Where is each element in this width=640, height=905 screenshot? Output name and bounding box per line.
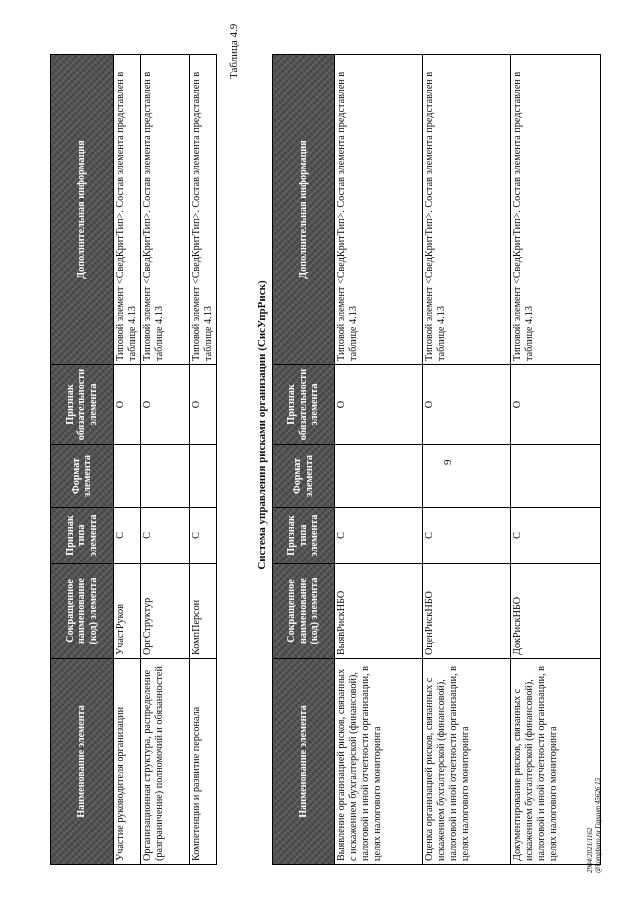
- cell-code: ОценРискНБО: [423, 564, 511, 659]
- elements-table-continued: [50, 54, 217, 865]
- cell-code: УчастРуков: [114, 564, 141, 659]
- cell-type: С: [141, 508, 190, 564]
- header-type: Признак типа элемента: [273, 508, 335, 564]
- header-format: Формат элемента: [51, 445, 114, 508]
- cell-format: [190, 445, 217, 508]
- cell-name: Организационная структура, распределение (разграничение) полномочий и обязанностей: [141, 659, 190, 865]
- cell-type: С: [335, 508, 423, 564]
- cell-name: Компетенции и развитие персонала: [190, 659, 217, 865]
- stamp-line-1: 2904/2021/1162: [586, 827, 594, 873]
- cell-name: Участие руководителя организации: [114, 659, 141, 865]
- cell-type: С: [190, 508, 217, 564]
- cell-required: О: [511, 365, 601, 445]
- table-row: [335, 55, 423, 865]
- table-header-row: [273, 55, 335, 865]
- cell-format: [511, 445, 601, 508]
- stamp-line-2: @kompburo.ru Гарант 45626 15: [594, 777, 603, 873]
- header-required: Признак обязательности элемента: [51, 365, 114, 445]
- header-info: Дополнительная информация: [273, 55, 335, 365]
- table-title: Система управления рисками организации (СисУпрРиск): [256, 280, 268, 570]
- table-row: [141, 55, 190, 865]
- cell-format: [141, 445, 190, 508]
- cell-required: О: [335, 365, 423, 445]
- cell-required: О: [423, 365, 511, 445]
- cell-info: Типовой элемент <СведКритТип>. Состав элемента представлен в таблице 4.13: [335, 55, 423, 365]
- header-format: Формат элемента: [273, 445, 335, 508]
- header-name: Наименование элемента: [273, 659, 335, 865]
- cell-format: [423, 445, 511, 508]
- cell-type: С: [511, 508, 601, 564]
- cell-required: О: [141, 365, 190, 445]
- header-info: Дополнительная информация: [51, 55, 114, 365]
- table-caption: Таблица 4.9: [228, 23, 240, 79]
- page-number: 9: [442, 459, 454, 465]
- cell-name: Оценка организацией рисков, связанных с искажением бухгалтерской (финансовой), налоговой и иной отчетности организации, в целях налогового мониторинга: [423, 659, 511, 865]
- cell-code: ОргСтруктур: [141, 564, 190, 659]
- document-stamp: [586, 778, 603, 873]
- cell-code: ДокРискНБО: [511, 564, 601, 659]
- header-type: Признак типа элемента: [51, 508, 114, 564]
- cell-name: Документирование рисков, связанных с искажением бухгалтерской (финансовой), налоговой и иной отчетности организации, в целях налогового мониторинга: [511, 659, 601, 865]
- table-row: [511, 55, 601, 865]
- cell-info: Типовой элемент <СведКритТип>. Состав элемента представлен в таблице 4.13: [511, 55, 601, 365]
- table-header-row: [51, 55, 114, 865]
- cell-name: Выявление организацией рисков, связанных с искажением бухгалтерской (финансовой), налоговой и иной отчетности организации, в целях налогового мониторинга: [335, 659, 423, 865]
- cell-info: Типовой элемент <СведКритТип>. Состав элемента представлен в таблице 4.13: [190, 55, 217, 365]
- risk-management-table: [272, 54, 601, 865]
- header-code: Сокращенное наименование (код) элемента: [273, 564, 335, 659]
- cell-type: С: [423, 508, 511, 564]
- header-name: Наименование элемента: [51, 659, 114, 865]
- cell-format: [335, 445, 423, 508]
- cell-info: Типовой элемент <СведКритТип>. Состав элемента представлен в таблице 4.13: [141, 55, 190, 365]
- cell-required: О: [114, 365, 141, 445]
- cell-required: О: [190, 365, 217, 445]
- header-required: Признак обязательности элемента: [273, 365, 335, 445]
- cell-info: Типовой элемент <СведКритТип>. Состав элемента представлен в таблице 4.13: [114, 55, 141, 365]
- cell-type: С: [114, 508, 141, 564]
- table-row: [190, 55, 217, 865]
- cell-code: КомпПерсон: [190, 564, 217, 659]
- cell-format: [114, 445, 141, 508]
- header-code: Сокращенное наименование (код) элемента: [51, 564, 114, 659]
- table-row: [114, 55, 141, 865]
- cell-info: Типовой элемент <СведКритТип>. Состав элемента представлен в таблице 4.13: [423, 55, 511, 365]
- table-row: [423, 55, 511, 865]
- cell-code: ВыявРискНБО: [335, 564, 423, 659]
